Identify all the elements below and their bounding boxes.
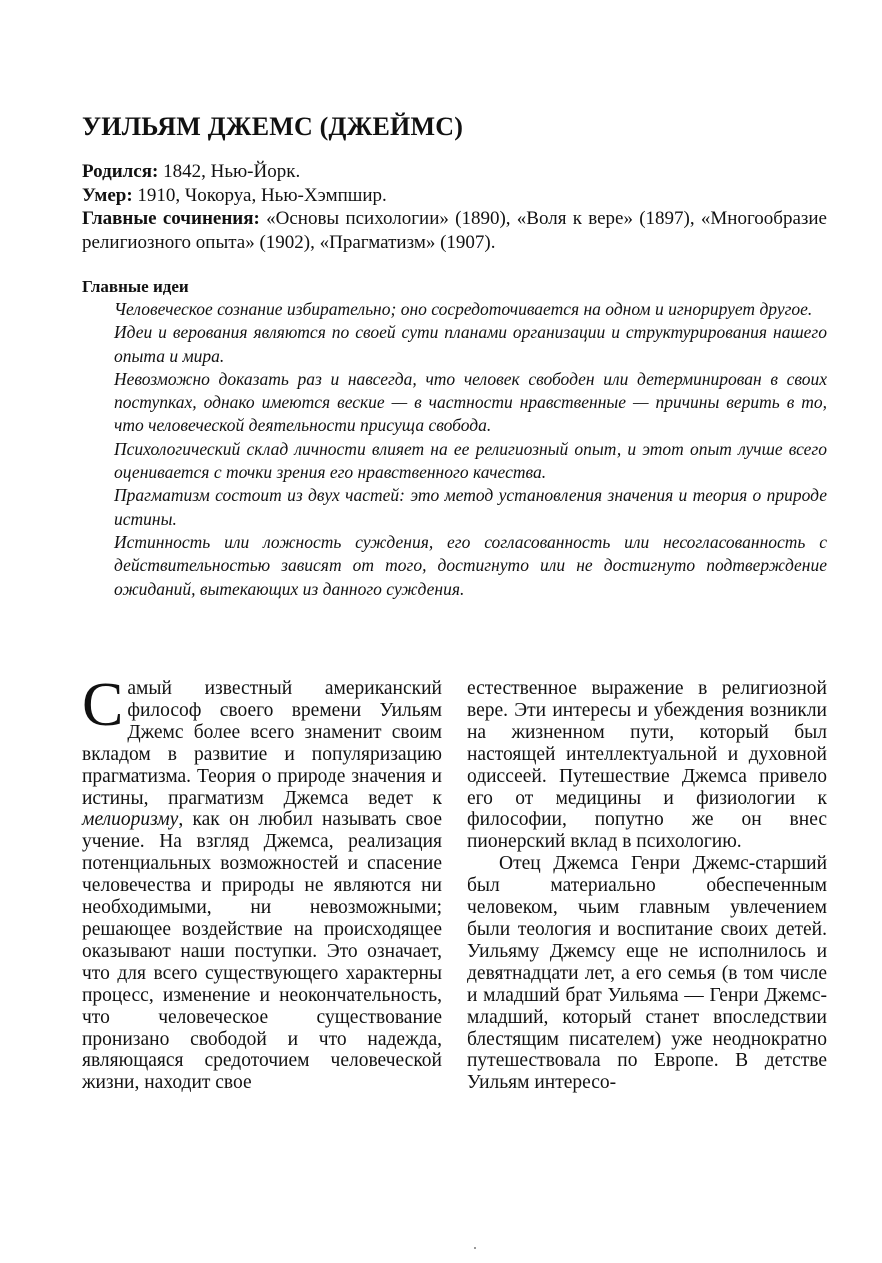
died-label: Умер: [82, 184, 133, 206]
body-paragraph: естественное выражение в религиозной вере. Эти интересы и убеждения возникли на жизненном пути, который был настоящей интеллектуальной и духовной одиссеей. Путешествие Джемса привело его от медицины и физиологии к философии, попутно же он внес пионерский вклад в психологию. [467, 678, 827, 853]
born-label: Родился: [82, 161, 159, 182]
drop-cap: С [82, 671, 124, 739]
born-line [82, 160, 827, 184]
main-ideas-section [82, 276, 827, 601]
idea-item: Человеческое сознание избирательно; оно сосредоточивается на одном и игнорирует другое. [114, 299, 813, 319]
idea-item: Идеи и верования являются по своей сути планами организации и структурирования нашего опыта и мира. [114, 322, 827, 366]
page-speck [474, 1247, 476, 1249]
body-text-part: амый известный американский философ своего времени Уильям Джемс более всего знаменит своим вкладом в развитие и популяризацию прагматизма. Теория о природе значения и истины, прагматизм Джемса ведет к [82, 678, 442, 809]
died-value: 1910, Чокоруа, Нью-Хэмпшир. [137, 184, 387, 206]
born-value: 1842, Нью-Йорк. [163, 161, 301, 182]
body-paragraph: Отец Джемса Генри Джемс-старший был материально обеспеченным человеком, чьим главным увлечением были теология и воспитание своих детей. Уильяму Джемсу еще не исполнилось и девятнадцати лет, а его семья (в том числе и младший брат Уильяма — Генри Джемс-младший, который станет впоследствии блестящим писателем) уже неоднократно путешествовала по Европе. В детстве Уильям интересо- [467, 853, 827, 1094]
body-column-right [467, 678, 827, 1094]
body-paragraph [82, 671, 442, 1094]
idea-item: Истинность или ложность суждения, его согласованность или несогласованность с действительностью зависят от того, достигнуто или не достигнуто подтверждение ожиданий, вытекающих из данного суждения. [114, 531, 827, 599]
body-column-left [82, 671, 442, 1094]
idea-item: Психологический склад личности влияет на ее религиозный опыт, и этот опыт лучше всего оценивается с точки зрения его нравственного качества. [114, 438, 827, 483]
idea-item: Прагматизм состоит из двух частей: это метод установления значения и теория о природе истины. [114, 485, 827, 529]
page-title: УИЛЬЯМ ДЖЕМС (ДЖЕЙМС) [82, 112, 464, 141]
body-text-part: , как он любил называть свое учение. На взгляд Джемса, реализация потенциальных возможностей и спасение человечества и природы не являются ни необходимыми, ни невозможными; решающее воздействие на происходящее оказывают наши поступки. Это означает, что для всего существующего характерны процесс, изменение и неокончательность, что человеческое существование пронизано свободой и что надежда, являющаяся средоточием человеческой жизни, находит свое [82, 809, 442, 1094]
died-line [82, 184, 827, 208]
works-line [82, 207, 827, 254]
idea-item: Невозможно доказать раз и навсегда, что человек свободен или детерминирован в своих поступках, однако имеются веские — в частности нравственные — причины верить в то, что человеческой деятельности присуща свобода. [114, 368, 827, 436]
emphasized-term: мелиоризму [82, 809, 179, 831]
biography-meta [82, 160, 827, 254]
works-label: Главные сочинения: [82, 208, 260, 229]
works-value: «Основы психологии» (1890), «Воля к вере» (1897), «Многообразие религиозного опыта» (1902), «Прагматизм» (1907). [82, 208, 827, 253]
main-ideas-heading: Главные идеи [82, 277, 189, 296]
